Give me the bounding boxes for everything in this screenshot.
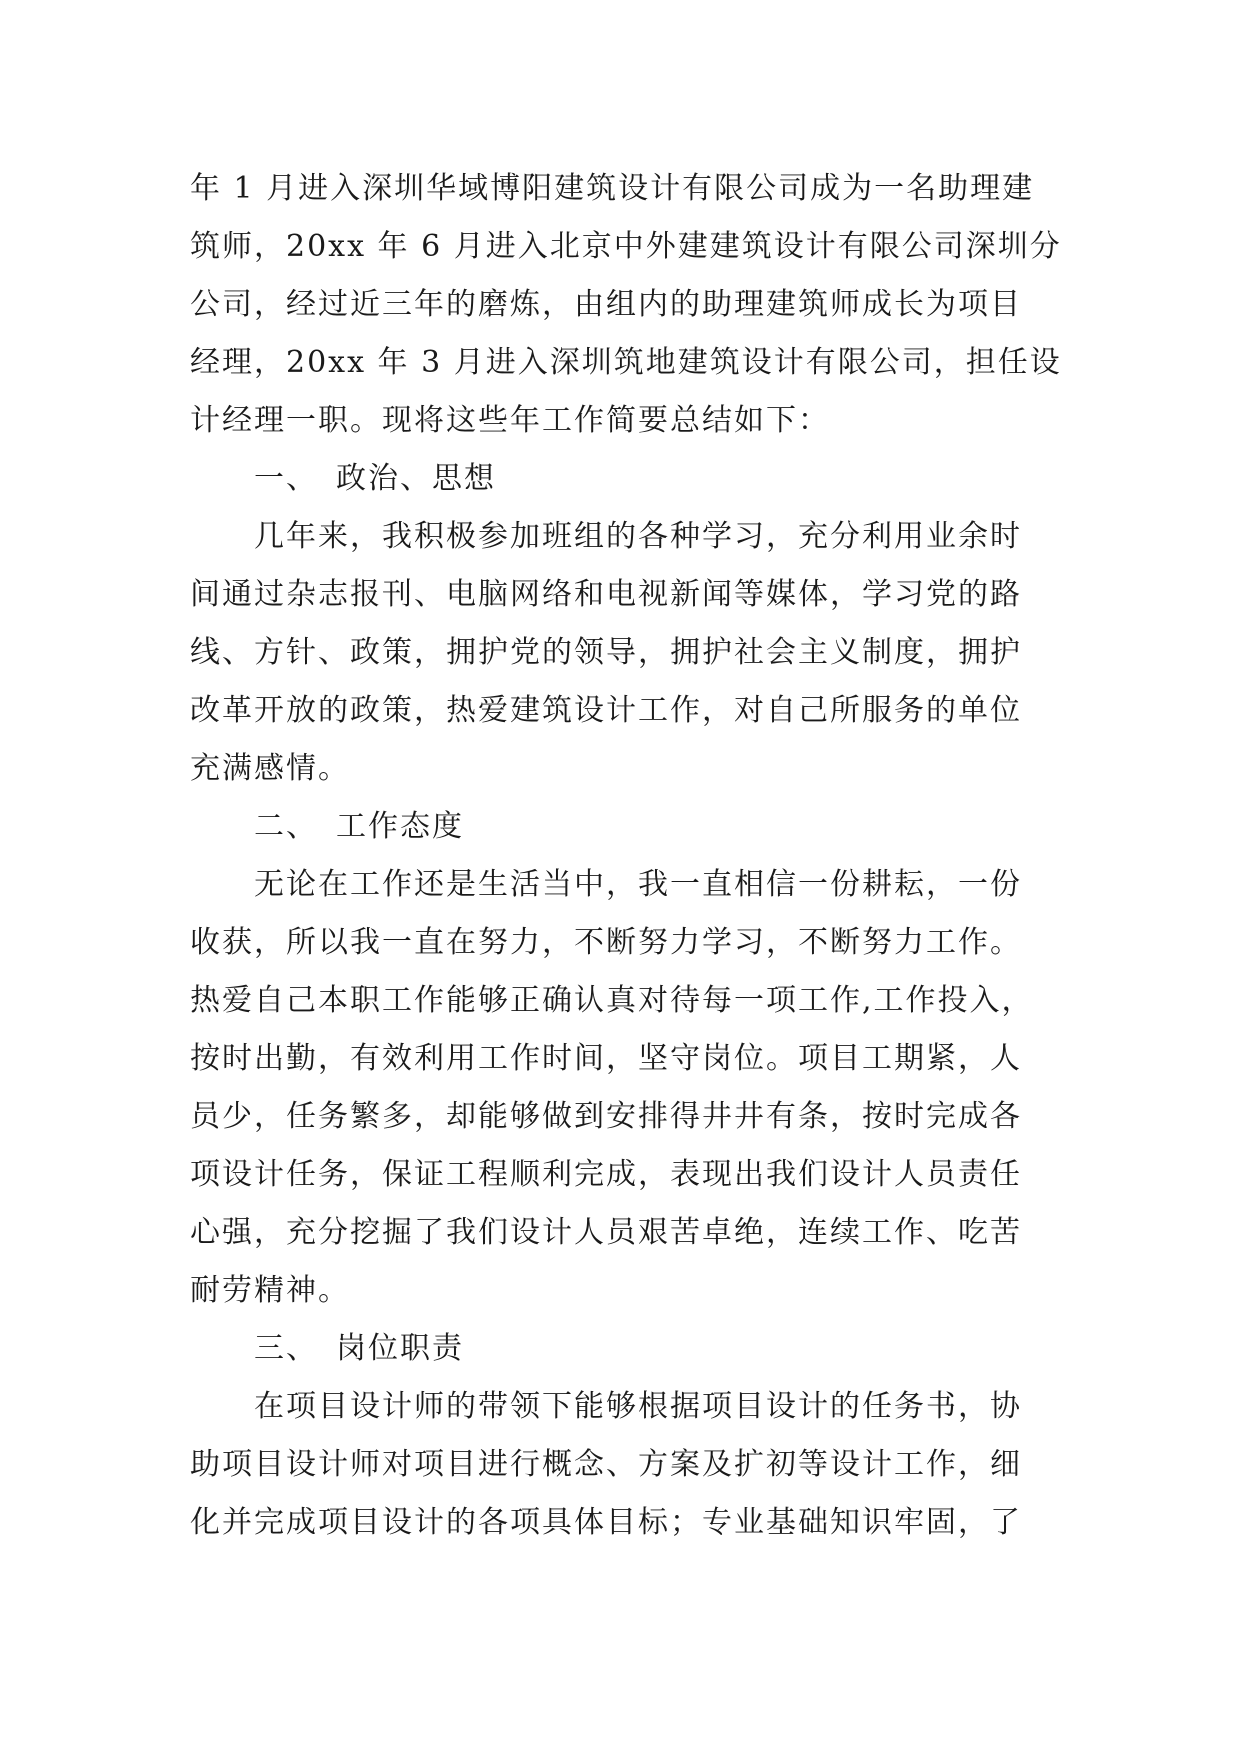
section-title: 政治、思想 — [336, 461, 496, 496]
text-line: 助项目设计师对项目进行概念、方案及扩初等设计工作，细 — [190, 1447, 1022, 1482]
text-line: 公司，经过近三年的磨炼，由组内的助理建筑师成长为项目 — [190, 287, 1022, 322]
section-title: 岗位职责 — [336, 1331, 464, 1366]
text-line: 耐劳精神。 — [190, 1273, 350, 1308]
politics-paragraph — [190, 508, 1050, 798]
text-line: 化并完成项目设计的各项具体目标；专业基础知识牢固，了 — [190, 1505, 1022, 1540]
text-line: 年 1 月进入深圳华域博阳建筑设计有限公司成为一名助理建 — [190, 171, 1035, 206]
text-line: 员少，任务繁多，却能够做到安排得井井有条，按时完成各 — [190, 1099, 1022, 1134]
duties-paragraph — [190, 1378, 1050, 1552]
text-line: 充满感情。 — [190, 751, 350, 786]
section-heading-attitude — [190, 798, 1050, 856]
text-line: 无论在工作还是生活当中，我一直相信一份耕耘，一份 — [254, 867, 1022, 902]
text-line: 几年来，我积极参加班组的各种学习，充分利用业余时 — [254, 519, 1022, 554]
text-line: 改革开放的政策，热爱建筑设计工作，对自己所服务的单位 — [190, 693, 1022, 728]
text-line: 计经理一职。现将这些年工作简要总结如下： — [190, 403, 830, 438]
section-title: 工作态度 — [336, 809, 464, 844]
text-line: 项设计任务，保证工程顺利完成，表现出我们设计人员责任 — [190, 1157, 1022, 1192]
intro-paragraph — [190, 160, 1062, 450]
attitude-paragraph — [190, 856, 1050, 1320]
text-line: 在项目设计师的带领下能够根据项目设计的任务书，协 — [254, 1389, 1022, 1424]
text-line: 收获，所以我一直在努力，不断努力学习，不断努力工作。 — [190, 925, 1022, 960]
text-line: 按时出勤，有效利用工作时间，坚守岗位。项目工期紧，人 — [190, 1041, 1022, 1076]
text-line: 筑师，20xx 年 6 月进入北京中外建建筑设计有限公司深圳分 — [190, 229, 1062, 264]
document-body — [190, 160, 1062, 1552]
section-number: 三、 — [254, 1331, 318, 1366]
section-heading-duties — [190, 1320, 1050, 1378]
section-heading-politics — [190, 450, 1050, 508]
text-line: 经理，20xx 年 3 月进入深圳筑地建筑设计有限公司，担任设 — [190, 345, 1062, 380]
section-number: 二、 — [254, 809, 318, 844]
text-line: 热爱自己本职工作能够正确认真对待每一项工作,工作投入， — [190, 983, 1034, 1018]
section-number: 一、 — [254, 461, 318, 496]
text-line: 心强，充分挖掘了我们设计人员艰苦卓绝，连续工作、吃苦 — [190, 1215, 1022, 1250]
text-line: 线、方针、政策，拥护党的领导，拥护社会主义制度，拥护 — [190, 635, 1022, 670]
text-line: 间通过杂志报刊、电脑网络和电视新闻等媒体，学习党的路 — [190, 577, 1022, 612]
